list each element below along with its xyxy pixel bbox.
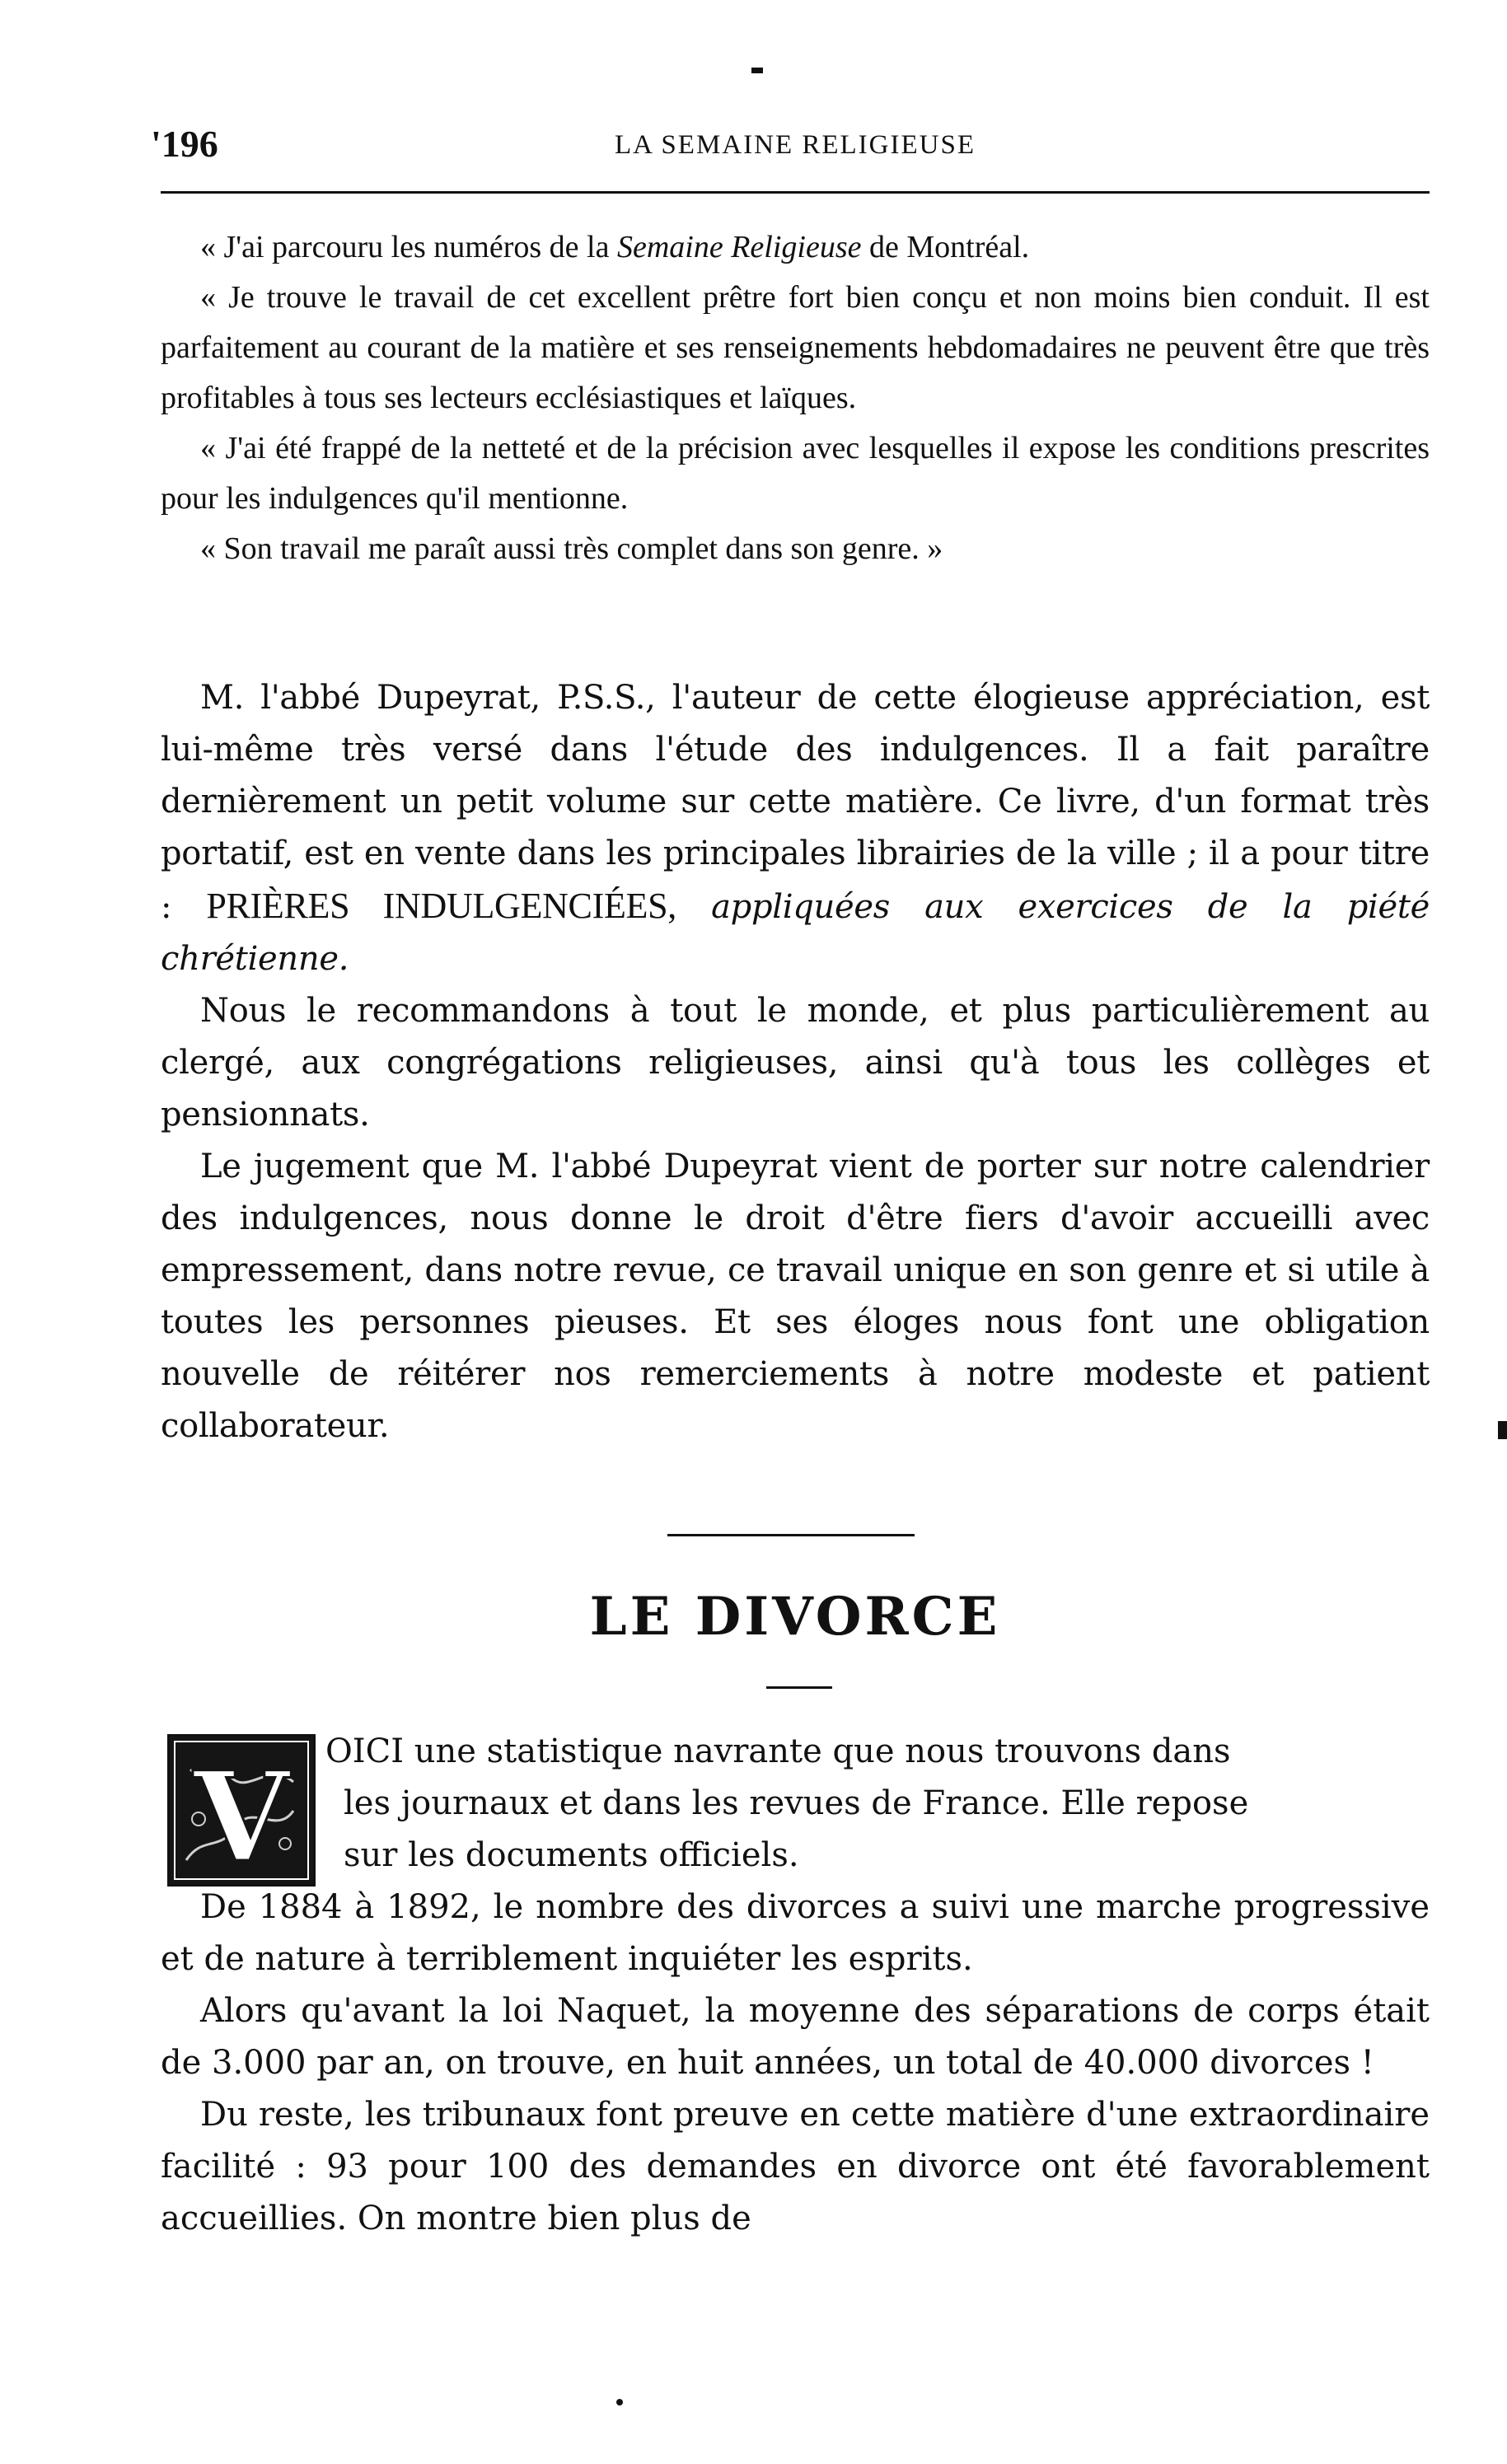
opening-lines xyxy=(325,1726,1430,1882)
opening-line-1: OICI une statistique navrante que nous trouvons dans xyxy=(325,1732,1231,1770)
opening-line-3: sur les documents officiels. xyxy=(344,1836,799,1874)
commentary xyxy=(161,672,1430,1452)
body-paragraph-3: Le jugement que M. l'abbé Dupeyrat vient de porter sur notre calendrier des indulgences, nous donne le droit d'être fiers d'avoir accueilli avec empressement, dans notre revue, ce travail unique en son genre et si utile à toutes les personnes pieuses. Et ses éloges nous font une obligation nouvelle de réitérer nos remerciements à notre modeste et patient collaborateur. xyxy=(161,1148,1430,1445)
article-body xyxy=(161,1882,1430,2245)
quote-paragraph-3: « J'ai été frappé de la netteté et de la précision avec lesquelles il expose les conditions prescrites pour les indulgences qu'il mentionne. xyxy=(161,431,1430,516)
ink-mark-bottom xyxy=(616,2399,623,2406)
quote-paragraph-1 xyxy=(161,222,1430,273)
book-title: PRIÈRES INDULGENCIÉES, xyxy=(206,886,676,926)
ornament-icon xyxy=(170,1737,313,1884)
quote-paragraph-4: « Son travail me paraît aussi très complet dans son genre. » xyxy=(200,531,943,566)
opening-line-2: les journaux et dans les revues de France. Elle repose xyxy=(344,1784,1249,1822)
quote-p1-end: de Montréal. xyxy=(861,230,1030,264)
article-paragraph-4: Du reste, les tribunaux font preuve en cette matière d'une extraordinaire facilité : 93 pour 100 des demandes en divorce ont été favorablement accueillies. On montre bien plus de xyxy=(161,2096,1430,2237)
decorated-initial xyxy=(167,1734,316,1887)
quote-p1-text: « J'ai parcouru les numéros de la xyxy=(200,230,617,264)
page-header xyxy=(151,122,1430,171)
book-subtitle: appliquées aux exercices de la piété chrétienne. xyxy=(161,888,1430,978)
section-separator-rule xyxy=(667,1534,915,1536)
ink-mark-edge xyxy=(1498,1421,1507,1439)
body-paragraph-1 xyxy=(161,672,1430,985)
body-paragraph-2: Nous le recommandons à tout le monde, et plus particulièrement au clergé, aux congrégations religieuses, ainsi qu'à tous les collèges et pensionnats. xyxy=(161,992,1430,1134)
page-number: '196 xyxy=(151,123,218,165)
article-paragraph-3: Alors qu'avant la loi Naquet, la moyenne des séparations de corps était de 3.000 par an, on trouve, en huit années, un total de 40.000 divorces ! xyxy=(161,1992,1430,2082)
quote-paragraph-2: « Je trouve le travail de cet excellent prêtre fort bien conçu et non moins bien conduit. Il est parfaitement au courant de la matière et ses renseignements hebdomadaires ne peuvent être que très profitables à tous ses lecteurs ecclésiastiques et laïques. xyxy=(161,280,1430,415)
body-p1-text: M. l'abbé Dupeyrat, P.S.S., l'auteur de cette élogieuse appréciation, est lui-même très versé dans l'étude des indulgences. Il a fait paraître dernièrement un petit volume sur cette matière. Ce livre, d'un format très portatif, est en vente dans les principales librairies de la ville ; il a pour titre : xyxy=(161,679,1430,926)
running-title: LA SEMAINE RELIGIEUSE xyxy=(615,130,976,160)
title-underline-rule xyxy=(766,1686,832,1689)
quoted-letter xyxy=(161,222,1430,574)
section-title: LE DIVORCE xyxy=(589,1586,1001,1648)
dropcap-letter: V xyxy=(193,1745,290,1884)
ink-mark-top xyxy=(751,68,763,73)
header-rule xyxy=(161,191,1430,194)
article-paragraph-2: De 1884 à 1892, le nombre des divorces a suivi une marche progressive et de nature à terriblement inquiéter les esprits. xyxy=(161,1888,1430,1978)
publication-title: Semaine Religieuse xyxy=(616,230,862,264)
